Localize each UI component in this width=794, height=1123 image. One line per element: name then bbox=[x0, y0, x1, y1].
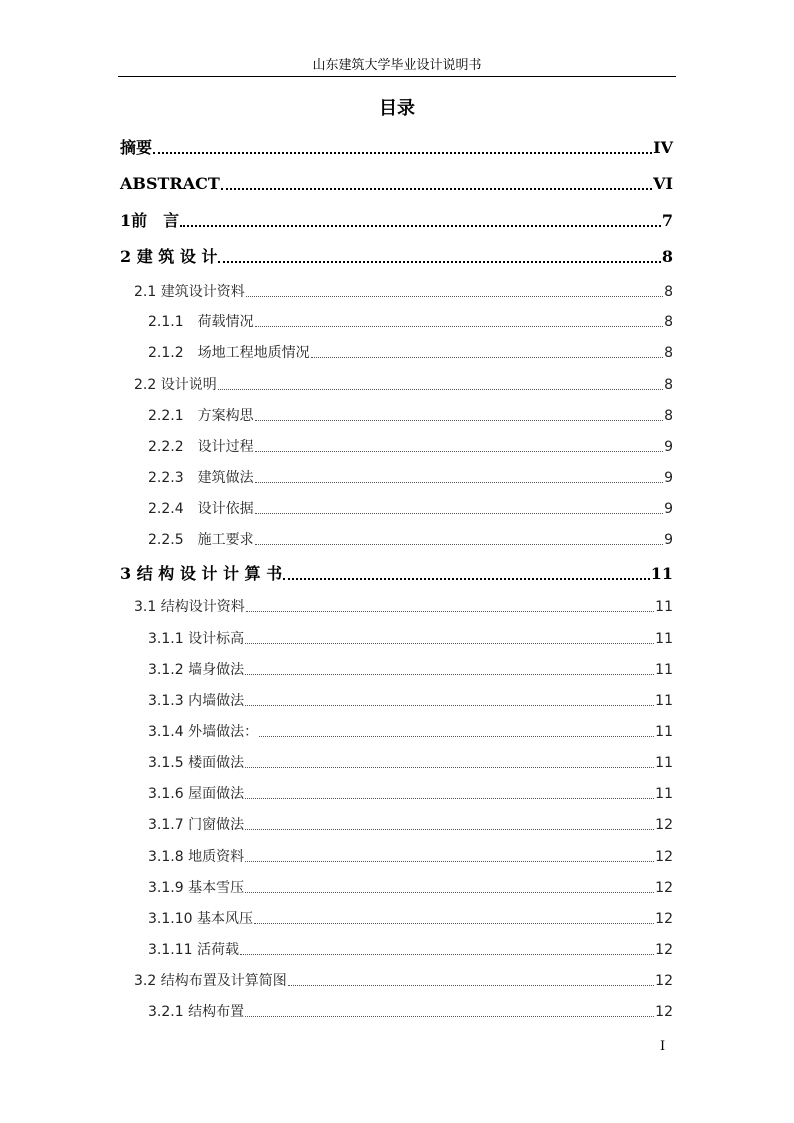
dot-leader bbox=[246, 611, 654, 612]
dot-leader bbox=[311, 357, 663, 358]
page-title: 目录 bbox=[379, 98, 415, 119]
dot-leader bbox=[255, 544, 663, 545]
toc-entry-label: 2.2.4 设计依据 bbox=[148, 501, 254, 517]
toc-entry-page: 12 bbox=[655, 1004, 673, 1020]
toc-entry-3-1[interactable] bbox=[134, 597, 673, 617]
dot-leader bbox=[218, 389, 663, 390]
toc-entry-page: 11 bbox=[655, 662, 673, 678]
header-text: 山东建筑大学毕业设计说明书 bbox=[312, 58, 482, 73]
dot-leader bbox=[245, 798, 654, 799]
dot-leader bbox=[240, 954, 654, 955]
dot-leader bbox=[255, 513, 663, 514]
toc-entry-label: 3.1.5 楼面做法 bbox=[148, 755, 245, 771]
dot-leader bbox=[288, 985, 654, 986]
toc-entry-page: 11 bbox=[655, 786, 673, 802]
toc-entry-2-2-2[interactable] bbox=[148, 437, 673, 457]
toc-entry-label: 3 结 构 设 计 计 算 书 bbox=[120, 564, 283, 583]
toc-entry-label: 3.1.4 外墙做法： bbox=[148, 724, 259, 740]
toc-entry-page: 8 bbox=[664, 314, 673, 330]
toc-entry-2-2-1[interactable] bbox=[148, 406, 673, 426]
toc-entry-2-1-1[interactable] bbox=[148, 312, 673, 332]
toc-entry-2-2-3[interactable] bbox=[148, 468, 673, 488]
toc-entry-3-1-5[interactable] bbox=[148, 753, 673, 773]
toc-entry-label: 3.1.6 屋面做法 bbox=[148, 786, 245, 802]
toc-entry-page: 9 bbox=[664, 532, 673, 548]
toc-entry-3-1-10[interactable] bbox=[148, 909, 673, 929]
toc-entry-label: 3.1.9 基本雪压 bbox=[148, 880, 245, 896]
toc-entry-page: 11 bbox=[655, 631, 673, 647]
toc-entry-page: 12 bbox=[655, 973, 673, 989]
toc-entry-3-2-1[interactable] bbox=[148, 1002, 673, 1022]
toc-entry-page: VI bbox=[653, 174, 673, 193]
toc-entry-page: 9 bbox=[664, 439, 673, 455]
toc-entry-page: 12 bbox=[655, 849, 673, 865]
toc-entry-3-1-7[interactable] bbox=[148, 815, 673, 835]
toc-entry-label: 3.1.7 门窗做法 bbox=[148, 817, 245, 833]
toc-entry-page: 11 bbox=[650, 564, 673, 583]
toc-entry-2-2-5[interactable] bbox=[148, 530, 673, 550]
toc-entry-label: 2 建 筑 设 计 bbox=[120, 247, 218, 266]
dot-leader bbox=[221, 188, 652, 190]
toc-entry-page: 9 bbox=[664, 470, 673, 486]
toc-entry-label: 2.1.2 场地工程地质情况 bbox=[148, 345, 310, 361]
dot-leader bbox=[246, 296, 663, 297]
toc-entry-introduction[interactable] bbox=[120, 210, 673, 232]
dot-leader bbox=[255, 451, 663, 452]
dot-leader bbox=[180, 225, 661, 227]
page-number: I bbox=[660, 1039, 666, 1054]
toc-entry-3-1-3[interactable] bbox=[148, 691, 673, 711]
toc-entry-label: 2.2.5 施工要求 bbox=[148, 532, 254, 548]
dot-leader bbox=[254, 923, 654, 924]
dot-leader bbox=[245, 829, 654, 830]
toc-entry-label: 3.1 结构设计资料 bbox=[134, 599, 245, 615]
toc-entry-page: 7 bbox=[661, 211, 673, 230]
toc-entry-page: 12 bbox=[655, 911, 673, 927]
toc-entry-page: 8 bbox=[664, 377, 673, 393]
dot-leader bbox=[245, 892, 654, 893]
toc-entry-structural-calculation[interactable] bbox=[120, 563, 673, 585]
toc-entry-label: 1前 言 bbox=[120, 211, 180, 230]
toc-entry-label: 3.1.3 内墙做法 bbox=[148, 693, 245, 709]
toc-entry-abstract-en[interactable] bbox=[120, 173, 673, 195]
toc-entry-label: 3.2.1 结构布置 bbox=[148, 1004, 245, 1020]
toc-entry-3-1-8[interactable] bbox=[148, 847, 673, 867]
toc-entry-3-1-2[interactable] bbox=[148, 660, 673, 680]
dot-leader bbox=[153, 152, 652, 154]
dot-leader bbox=[245, 767, 654, 768]
toc-entry-3-1-9[interactable] bbox=[148, 878, 673, 898]
toc-entry-label: 3.1.1 设计标高 bbox=[148, 631, 245, 647]
toc-entry-3-1-1[interactable] bbox=[148, 629, 673, 649]
toc-entry-label: 2.2 设计说明 bbox=[134, 377, 217, 393]
dot-leader bbox=[255, 420, 663, 421]
toc-entry-page: 8 bbox=[664, 408, 673, 424]
toc-entry-label: 2.2.1 方案构思 bbox=[148, 408, 254, 424]
toc-entry-page: 8 bbox=[664, 345, 673, 361]
toc-entry-page: IV bbox=[653, 138, 673, 157]
toc-entry-page: 12 bbox=[655, 817, 673, 833]
toc-entry-label: 2.1.1 荷载情况 bbox=[148, 314, 254, 330]
dot-leader bbox=[255, 326, 663, 327]
toc-entry-3-1-11[interactable] bbox=[148, 940, 673, 960]
toc-entry-label: 摘要 bbox=[120, 138, 153, 157]
dot-leader bbox=[245, 705, 654, 706]
toc-entry-2-2[interactable] bbox=[134, 375, 673, 395]
page-footer bbox=[660, 1038, 665, 1056]
toc-entry-3-1-4[interactable] bbox=[148, 722, 673, 742]
dot-leader bbox=[283, 578, 650, 580]
dot-leader bbox=[218, 261, 660, 263]
dot-leader bbox=[245, 674, 654, 675]
dot-leader bbox=[259, 736, 654, 737]
dot-leader bbox=[255, 482, 663, 483]
toc-entry-label: 3.1.11 活荷载 bbox=[148, 942, 239, 958]
toc-entry-page: 11 bbox=[655, 693, 673, 709]
page-header bbox=[118, 56, 676, 77]
toc-entry-label: 2.1 建筑设计资料 bbox=[134, 284, 245, 300]
toc-entry-page: 12 bbox=[655, 942, 673, 958]
dot-leader bbox=[245, 861, 654, 862]
toc-entry-abstract-cn[interactable] bbox=[120, 137, 673, 159]
toc-entry-architecture-design[interactable] bbox=[120, 246, 673, 268]
toc-entry-page: 11 bbox=[655, 599, 673, 615]
toc-entry-page: 11 bbox=[655, 724, 673, 740]
toc-entry-label: 2.2.2 设计过程 bbox=[148, 439, 254, 455]
toc-entry-2-1-2[interactable] bbox=[148, 343, 673, 363]
toc-entry-3-1-6[interactable] bbox=[148, 784, 673, 804]
toc-entry-2-2-4[interactable] bbox=[148, 499, 673, 519]
dot-leader bbox=[245, 1016, 654, 1017]
toc-entry-3-2[interactable] bbox=[134, 971, 673, 991]
toc-entry-page: 11 bbox=[655, 755, 673, 771]
toc-entry-page: 9 bbox=[664, 501, 673, 517]
toc-entry-label: 3.2 结构布置及计算简图 bbox=[134, 973, 287, 989]
toc-entry-label: 3.1.2 墙身做法 bbox=[148, 662, 245, 678]
toc-entry-page: 8 bbox=[661, 247, 673, 266]
toc-entry-page: 12 bbox=[655, 880, 673, 896]
dot-leader bbox=[245, 643, 654, 644]
toc-entry-label: 3.1.10 基本风压 bbox=[148, 911, 253, 927]
toc-entry-label: ABSTRACT bbox=[120, 174, 220, 193]
toc-entry-label: 2.2.3 建筑做法 bbox=[148, 470, 254, 486]
toc-entry-page: 8 bbox=[664, 284, 673, 300]
toc-entry-label: 3.1.8 地质资料 bbox=[148, 849, 245, 865]
toc-entry-2-1[interactable] bbox=[134, 282, 673, 302]
